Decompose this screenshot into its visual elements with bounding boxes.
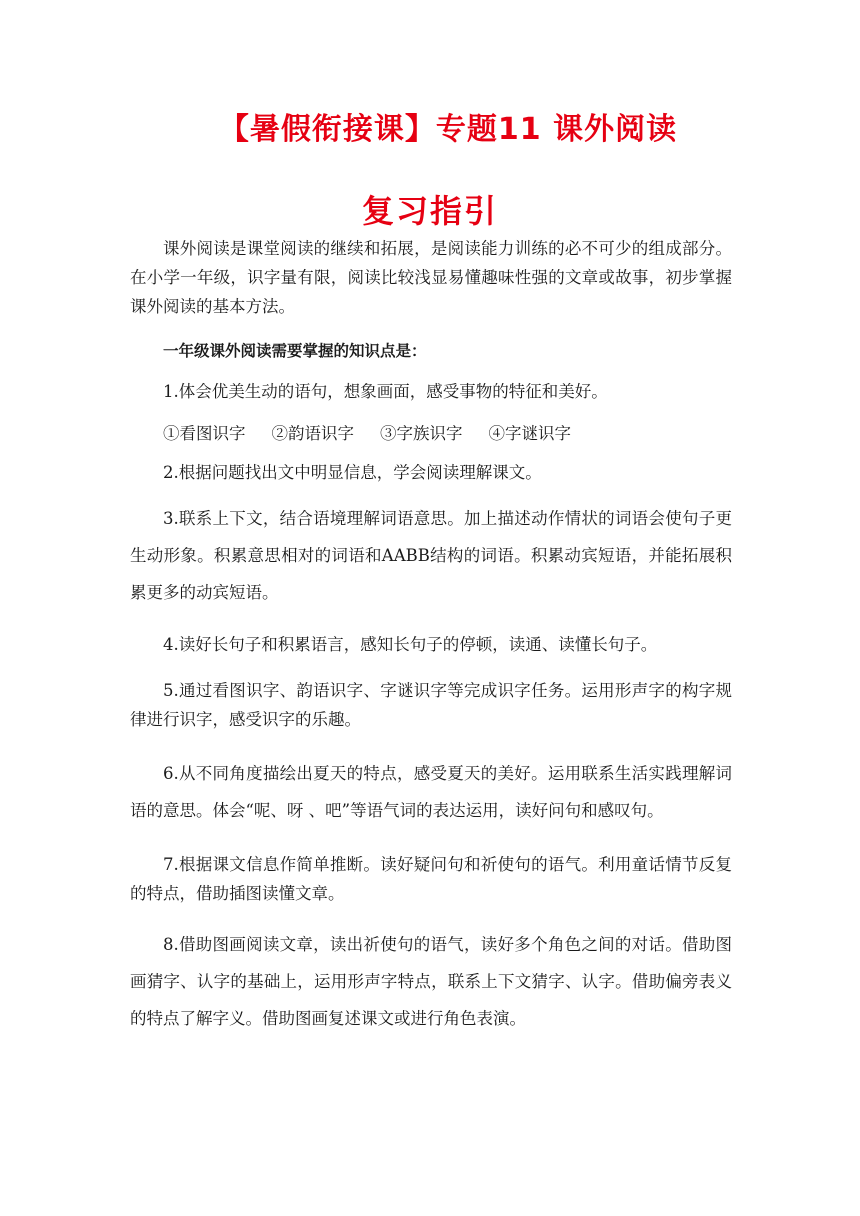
knowledge-item-3: 3.联系上下文，结合语境理解词语意思。加上描述动作情状的词语会使句子更生动形象。积累意思相对的词语和AABB结构的词语。积累动宾短语，并能拓展积累更多的动宾短语。 — [130, 509, 732, 602]
literacy-method-list — [130, 419, 732, 448]
section-title: 复习指引 — [361, 192, 498, 230]
knowledge-item-4: 4.读好长句子和积累语言，感知长句子的停顿，读通、读懂长句子。 — [163, 635, 658, 654]
main-title: 【暑假衔接课】专题11 课外阅读 — [218, 112, 678, 147]
literacy-method-item: ①看图识字 — [163, 424, 246, 443]
knowledge-item-7: 7.根据课文信息作简单推断。读好疑问句和祈使句的语气。利用童话情节反复的特点，借助插图读懂文章。 — [130, 855, 732, 903]
intro-paragraph: 课外阅读是课堂阅读的继续和拓展，是阅读能力训练的必不可少的组成部分。在小学一年级，识字量有限，阅读比较浅显易懂趣味性强的文章或故事，初步掌握课外阅读的基本方法。 — [130, 239, 732, 316]
literacy-method-item: ④字谜识字 — [488, 424, 571, 443]
literacy-method-item: ②韵语识字 — [271, 424, 354, 443]
knowledge-item-1: 1.体会优美生动的语句，想象画面，感受事物的特征和美好。 — [163, 382, 608, 401]
knowledge-item-6: 6.从不同角度描绘出夏天的特点，感受夏天的美好。运用联系生活实践理解词语的意思。体会“呢、呀 、吧”等语气词的表达运用，读好问句和感叹句。 — [130, 764, 732, 820]
knowledge-item-8: 8.借助图画阅读文章，读出祈使句的语气，读好多个角色之间的对话。借助图画猜字、认字的基础上，运用形声字特点，联系上下文猜字、认字。借助偏旁表义的特点了解字义。借助图画复述课文或进行角色表演。 — [130, 935, 732, 1028]
literacy-method-item: ③字族识字 — [380, 424, 463, 443]
knowledge-item-2: 2.根据问题找出文中明显信息，学会阅读理解课文。 — [163, 463, 542, 482]
knowledge-item-5: 5.通过看图识字、韵语识字、字谜识字等完成识字任务。运用形声字的构字规律进行识字，感受识字的乐趣。 — [130, 681, 732, 729]
knowledge-heading: 一年级课外阅读需要掌握的知识点是： — [163, 342, 427, 360]
